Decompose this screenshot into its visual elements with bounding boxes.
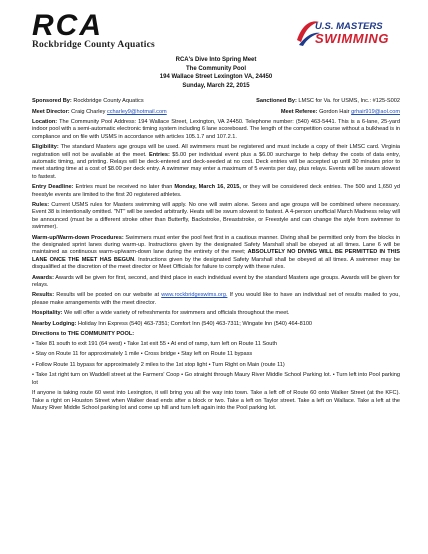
warmup-text-a: Swimmers must enter the pool feet first in a cautious manner. Diving shall be permitted only from the blocks in the designated sprint lanes during warm-up. Instructions given by the designated Safety Marshall shall be obeyed at all times. Lane 6 will be maintained as continuous warm-up/warm-down lane during the entirety of the meet; xyxy=(32,234,400,256)
results-text-b: If you would like to have an individual set of results mailed to you, please make arrangements with the meet director. xyxy=(32,292,400,306)
rules-paragraph xyxy=(32,202,400,231)
directions-line-4: • Take 1st right turn on Waddell street at the Farmers' Coop • Go straight through Maury River Middle School Parking lot. • Turn left into Pool parking lot xyxy=(32,372,400,386)
awards-text: Awards will be given for first, second, and third place in each individual event by the standard Masters age groups. Awards will be given for relays. xyxy=(32,274,400,288)
meet-venue: The Community Pool xyxy=(186,65,246,72)
directions-line-3: • Follow Route 11 bypass for approximately 2 miles to the 1st stop light • Turn Right on Main (route 11) xyxy=(32,361,285,368)
usms-logo-bottom: SWIMMING xyxy=(315,31,390,46)
warmup-text-b: . Instructions given by the designated Safety Marshall shall be obeyed at all times. A swimmer may be disqualified at the discretion of the meet director or Meet Officials for failure to comply with these rules. xyxy=(32,256,400,270)
results-text-a: Results will be posted on our website at xyxy=(54,292,162,299)
meet-title-block xyxy=(32,56,400,90)
sponsored-label: Sponsored By: xyxy=(32,98,72,105)
sanctioned-by xyxy=(256,98,400,105)
sponsor-row xyxy=(32,98,400,105)
lodging-label: Nearby Lodging: xyxy=(32,320,77,327)
warmup-caps: ABSOLUTELY NO DIVING WILL BE PERMITTED IN THIS LANE ONCE THE MEET HAS BEGUN xyxy=(32,249,400,263)
hospitality-text: We will offer a wide variety of refreshments for swimmers and officials throughout the meet. xyxy=(62,310,290,317)
warmup-label: Warm-up/Warm-down Procedures: xyxy=(32,234,124,241)
directions-line-2: • Stay on Route 11 for approximately 1 mile • Cross bridge • Stay left on Route 11 bypass xyxy=(32,351,253,358)
location-paragraph xyxy=(32,119,400,141)
directions-heading-text: Directions to THE COMMUNITY POOL: xyxy=(32,331,135,338)
referee-label: Meet Referee: xyxy=(280,108,318,115)
sanctioned-value: LMSC for Va. for USMS, Inc.: #125-S002 xyxy=(296,98,400,105)
results-label: Results: xyxy=(32,292,55,299)
meet-information xyxy=(32,98,400,412)
deadline-text-b: or they will be considered deck entries. The 500 and 1,650 yd freestyle events are limited to the first 20 registered athletes. xyxy=(32,184,401,198)
rca-logo-letters: RCA xyxy=(32,9,103,42)
rca-logo xyxy=(32,9,207,50)
officials-row xyxy=(32,109,400,116)
referee-email-link[interactable]: grhair919@aol.com xyxy=(351,108,400,115)
location-label: Location: xyxy=(32,119,58,126)
referee-name: Gordon Hair xyxy=(317,108,352,115)
sponsored-value: Rockbridge County Aquatics xyxy=(71,98,144,105)
warmup-paragraph xyxy=(32,235,400,272)
directions-route-60: If anyone is taking route 60 west into Lexington, it will bring you all the way into town. Take a left off of Route 60 onto Walker Street (at the KFC). Take a right on Houston Street when Walker dead ends after a block or two. Take a left on Taylor street. Take a left on Wallace. Take a left at the Maury River Middle School parking lot and come up hill and turn left again into the Pool parking lot. xyxy=(32,390,400,411)
entries-label: Entries: xyxy=(149,151,170,158)
director-email-link[interactable]: ccharley9@hotmail.com xyxy=(106,108,167,115)
usms-logo-top: U.S. MASTERS xyxy=(315,21,383,32)
meet-director xyxy=(32,109,281,116)
awards-label: Awards: xyxy=(32,274,54,281)
eligibility-paragraph xyxy=(32,144,400,181)
deadline-date: Monday, March 16, 2015, xyxy=(174,184,241,191)
entries-text: $5.00 per individual event plus a $6.00 surcharge to help defray the costs of data entry, automatic timing, and printing. Relays will be deck-entered and deck-seeded at no cost. Deck entries will be accepted up until 30 minutes prior to meet starting time at a cost of $8.00 per deck entry. A swimmer may enter a maximum of 5 events per day, plus relays. Events will be swum slowest to fastest. xyxy=(32,151,400,180)
awards-paragraph xyxy=(32,275,400,290)
sponsored-by xyxy=(32,98,256,105)
hospitality-paragraph xyxy=(32,310,400,317)
meet-date: Sunday, March 22, 2015 xyxy=(182,82,250,89)
hospitality-label: Hospitality: xyxy=(32,310,63,317)
rca-logo-subtitle: Rockbridge County Aquatics xyxy=(32,40,155,50)
meet-title: RCA's Dive Into Spring Meet xyxy=(175,57,257,63)
meet-address: 194 Wallace Street Lexington VA, 24450 xyxy=(159,74,273,81)
rules-text: Current USMS rules for Masters swimming will apply. No one will swim alone. Sexes and age groups will be combined where necessary. Event 38 is intentionally omitted. "NT" will be seeded arbitrarily. Heats will be swum slowest to fastest. A 4-person unofficial March Madness relay will be announced (must be a different stroke other than Butterfly, Backstroke, Breaststroke, or Freestyle and can change the style from swimmer to swimmer). xyxy=(32,202,400,231)
meet-referee xyxy=(281,109,400,116)
deadline-text-a: Entries must be received no later than xyxy=(73,184,175,191)
deadline-label: Entry Deadline: xyxy=(32,184,74,191)
sanctioned-label: Sanctioned By: xyxy=(256,98,297,105)
header-logos xyxy=(32,0,400,54)
director-label: Meet Director: xyxy=(32,108,70,115)
eligibility-label: Eligibility: xyxy=(32,144,59,151)
lodging-text: Holiday Inn Express (540) 463-7351; Comfort Inn (540) 463-7311; Wingate Inn (540) 464-8100 xyxy=(76,320,313,327)
usms-logo xyxy=(295,18,400,50)
rules-label: Rules: xyxy=(32,202,50,209)
director-name: Craig Charley xyxy=(69,108,107,115)
directions-line-1: • Take 81 south to exit 191 (64 west) • Take 1st exit 55 • At end of ramp, turn left on Route 11 South xyxy=(32,340,277,347)
eligibility-text: The standard Masters age groups will be used. All swimmers must be registered and must include a copy of their LMSC card. Virginia registration will not be available at the meet. xyxy=(32,144,400,158)
location-text: The Community Pool Address: 194 Wallace Street, Lexington, VA 24450. Telephone number: (540) 463-5441. This is a 6-lane, 25-yard indoor pool with a semi-automatic electronic timing system including 6 lane scoreboard. The length of the competition course without a bulkhead is in compliance and on file with USMS in accordance with articles 105.1.7 and 107.2.1. xyxy=(32,119,400,140)
lodging-paragraph xyxy=(32,321,400,328)
deadline-paragraph xyxy=(32,184,400,199)
results-website-link[interactable]: www.rockbridgeswims.org. xyxy=(161,292,228,299)
directions-heading xyxy=(32,331,400,338)
results-paragraph xyxy=(32,292,400,307)
